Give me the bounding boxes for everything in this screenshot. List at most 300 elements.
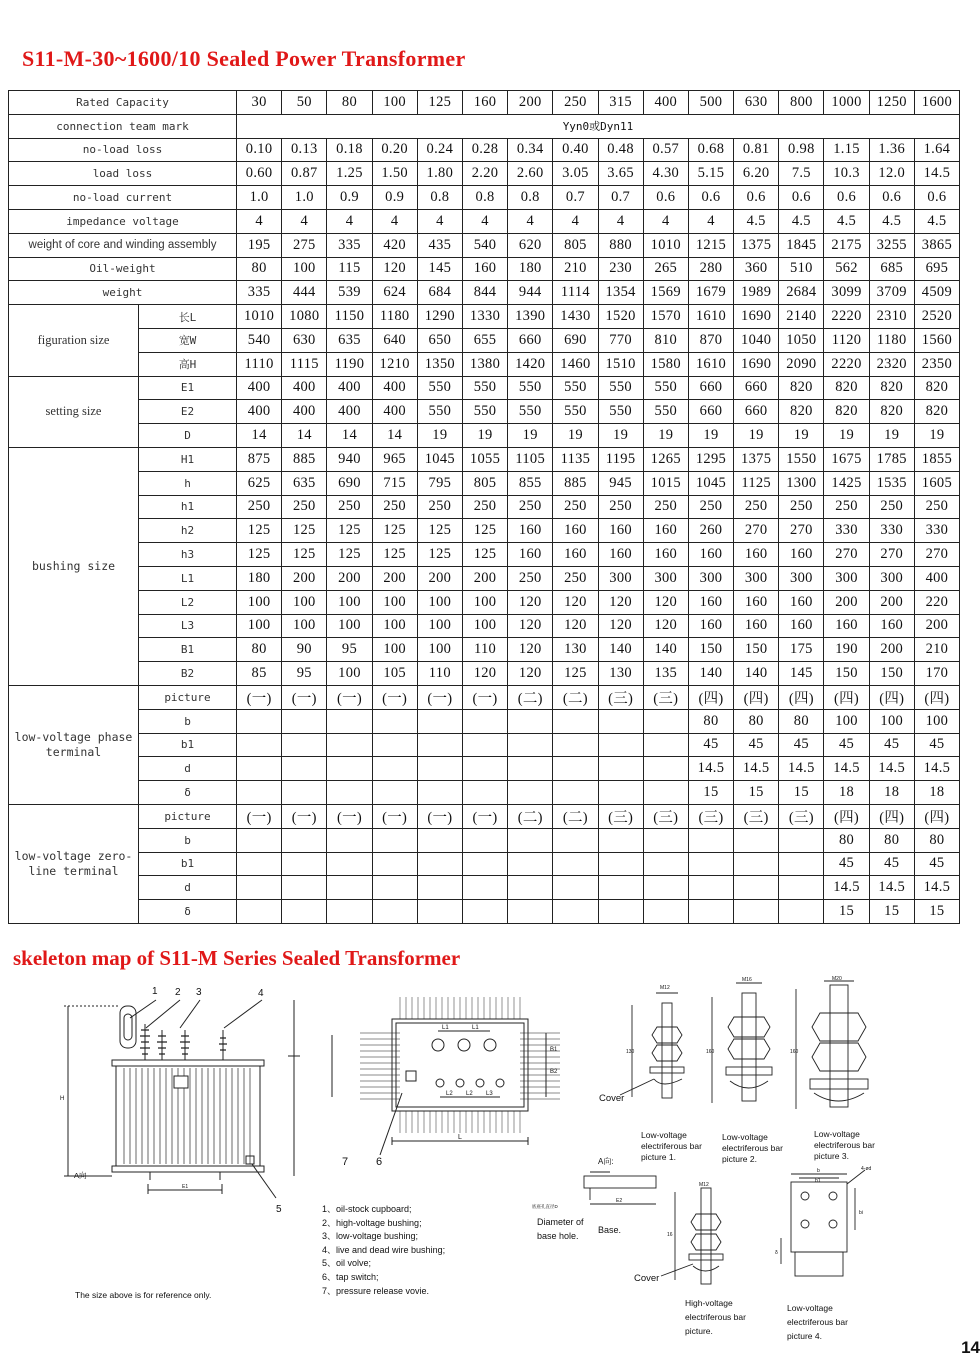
value-cell [237, 852, 282, 876]
row-figuration-2 [9, 352, 960, 376]
value-cell: 1535 [869, 471, 914, 495]
value-cell: (四) [869, 685, 914, 709]
value-cell: 19 [462, 424, 507, 448]
value-cell: 150 [734, 638, 779, 662]
dim-b: b [817, 1168, 820, 1174]
a-view-label-2: A向: [598, 1157, 614, 1166]
value-cell [417, 781, 462, 805]
row-setting-0 [9, 376, 960, 400]
sub-label: b [139, 709, 237, 733]
value-cell: 2.20 [462, 162, 507, 186]
value-cell: 820 [914, 376, 959, 400]
value-cell: 820 [869, 400, 914, 424]
capacity-cell: 100 [372, 91, 417, 115]
value-cell: 250 [914, 495, 959, 519]
value-cell: 820 [869, 376, 914, 400]
value-cell: 1390 [508, 305, 553, 329]
value-cell [282, 781, 327, 805]
value-cell [598, 876, 643, 900]
base-hole-small: 底座孔直径D [532, 1204, 558, 1209]
value-cell [282, 852, 327, 876]
value-cell: 300 [598, 566, 643, 590]
value-cell [372, 900, 417, 924]
capacity-cell: 315 [598, 91, 643, 115]
value-cell: 250 [779, 495, 824, 519]
value-cell: 1180 [372, 305, 417, 329]
dim-b1: b1 [815, 1178, 821, 1184]
front-view-drawing [40, 980, 320, 1215]
value-cell [237, 900, 282, 924]
value-cell: 820 [824, 376, 869, 400]
row-bushing-6 [9, 590, 960, 614]
value-cell: 4.30 [643, 162, 688, 186]
value-cell [643, 709, 688, 733]
value-cell [462, 828, 507, 852]
value-cell [734, 900, 779, 924]
value-cell: 275 [282, 233, 327, 257]
value-cell [462, 733, 507, 757]
value-cell: 550 [417, 400, 462, 424]
value-cell: 1354 [598, 281, 643, 305]
row-oil_weight [9, 257, 960, 281]
value-cell: 400 [914, 566, 959, 590]
value-cell: 160 [734, 543, 779, 567]
value-cell: 770 [598, 328, 643, 352]
sub-label: h3 [139, 543, 237, 567]
value-cell: 0.8 [417, 186, 462, 210]
callout-2: 2 [175, 987, 181, 998]
value-cell: 4 [282, 209, 327, 233]
row-bushing-0 [9, 447, 960, 471]
value-cell: 300 [824, 566, 869, 590]
cover-label-2: Cover [634, 1273, 660, 1284]
value-cell: (一) [417, 685, 462, 709]
callout-4: 4 [258, 988, 264, 999]
value-cell: 120 [508, 614, 553, 638]
value-cell: 4 [643, 209, 688, 233]
value-cell: (四) [914, 685, 959, 709]
value-cell [327, 757, 372, 781]
value-cell: (四) [824, 804, 869, 828]
value-cell: 1430 [553, 305, 598, 329]
value-cell: 80 [237, 638, 282, 662]
value-cell: 1.15 [824, 138, 869, 162]
value-cell: 45 [869, 852, 914, 876]
value-cell [643, 781, 688, 805]
value-cell: 100 [372, 614, 417, 638]
value-cell: 80 [734, 709, 779, 733]
value-cell: 195 [237, 233, 282, 257]
capacity-cell: 400 [643, 91, 688, 115]
value-cell [282, 757, 327, 781]
value-cell: 100 [282, 257, 327, 281]
value-cell [237, 828, 282, 852]
value-cell: 150 [824, 662, 869, 686]
value-cell: 300 [734, 566, 779, 590]
value-cell: 14 [327, 424, 372, 448]
value-cell: 100 [327, 614, 372, 638]
value-cell: 0.28 [462, 138, 507, 162]
value-cell [643, 757, 688, 781]
value-cell [282, 733, 327, 757]
value-cell: 110 [462, 638, 507, 662]
value-cell: 690 [553, 328, 598, 352]
value-cell: 1460 [553, 352, 598, 376]
value-cell [553, 781, 598, 805]
value-cell: 335 [327, 233, 372, 257]
value-cell: 200 [327, 566, 372, 590]
value-cell: 200 [869, 590, 914, 614]
value-cell: 160 [688, 590, 733, 614]
row-bushing-4 [9, 543, 960, 567]
value-cell: 1290 [417, 305, 462, 329]
value-cell: 1.25 [327, 162, 372, 186]
value-cell [734, 852, 779, 876]
value-cell [372, 852, 417, 876]
value-cell: 650 [417, 328, 462, 352]
value-cell: 550 [417, 376, 462, 400]
value-cell: 820 [914, 400, 959, 424]
capacity-cell: 250 [553, 91, 598, 115]
value-cell: 0.6 [779, 186, 824, 210]
row-noload_loss [9, 138, 960, 162]
value-cell: 1550 [779, 447, 824, 471]
dim-bi: bi [859, 1210, 863, 1216]
value-cell: 19 [417, 424, 462, 448]
value-cell: 805 [553, 233, 598, 257]
value-cell [734, 876, 779, 900]
value-cell: 125 [327, 543, 372, 567]
value-cell [417, 876, 462, 900]
value-cell: 1350 [417, 352, 462, 376]
sub-label: h1 [139, 495, 237, 519]
lv-bars-drawing [590, 975, 920, 1125]
value-cell: 4.5 [824, 209, 869, 233]
value-cell: 1010 [237, 305, 282, 329]
value-cell: 14.5 [869, 757, 914, 781]
value-cell: 550 [508, 376, 553, 400]
value-cell: 805 [462, 471, 507, 495]
value-cell [237, 709, 282, 733]
value-cell [553, 852, 598, 876]
value-cell: 660 [734, 400, 779, 424]
value-cell: 14.5 [914, 757, 959, 781]
value-cell: 1560 [914, 328, 959, 352]
dim-L3: L3 [486, 1091, 493, 1097]
value-cell: 45 [914, 852, 959, 876]
value-cell: 90 [282, 638, 327, 662]
value-cell: 620 [508, 233, 553, 257]
value-cell: 160 [553, 519, 598, 543]
callout-7: 7 [342, 1156, 349, 1168]
value-cell: (四) [688, 685, 733, 709]
value-cell: 160 [734, 614, 779, 638]
value-cell: 145 [417, 257, 462, 281]
value-cell: 0.8 [508, 186, 553, 210]
value-cell: 0.20 [372, 138, 417, 162]
group-label: figuration size [9, 305, 139, 376]
value-cell: 95 [327, 638, 372, 662]
value-cell: 2320 [869, 352, 914, 376]
value-cell: 660 [734, 376, 779, 400]
sub-label: D [139, 424, 237, 448]
value-cell: 270 [869, 543, 914, 567]
value-cell [462, 900, 507, 924]
value-cell [688, 876, 733, 900]
value-cell: 250 [643, 495, 688, 519]
value-cell: 170 [914, 662, 959, 686]
value-cell: 115 [327, 257, 372, 281]
value-cell [779, 876, 824, 900]
value-cell: 15 [914, 900, 959, 924]
value-cell: 2220 [824, 305, 869, 329]
dim-B1: B1 [550, 1047, 558, 1053]
value-cell: (三) [643, 685, 688, 709]
value-cell: 0.6 [643, 186, 688, 210]
value-cell: 100 [282, 590, 327, 614]
value-cell: 140 [643, 638, 688, 662]
value-cell: 19 [824, 424, 869, 448]
value-cell: (三) [734, 804, 779, 828]
value-cell [508, 733, 553, 757]
value-cell: 4 [372, 209, 417, 233]
value-cell [417, 852, 462, 876]
value-cell [598, 781, 643, 805]
value-cell: 140 [598, 638, 643, 662]
value-cell: 160 [643, 543, 688, 567]
value-cell: 4 [237, 209, 282, 233]
value-cell: 1605 [914, 471, 959, 495]
value-cell: 160 [734, 590, 779, 614]
capacity-cell: 1250 [869, 91, 914, 115]
value-cell: 0.6 [914, 186, 959, 210]
value-cell: 330 [824, 519, 869, 543]
lv-bar-caption-2: Low-voltage electriferous bar picture 2. [722, 1132, 783, 1164]
value-cell: 190 [824, 638, 869, 662]
value-cell [553, 709, 598, 733]
lv-bar-4-drawing [755, 1160, 885, 1290]
value-cell: 1215 [688, 233, 733, 257]
row-lv_phase-4 [9, 781, 960, 805]
row-weight_core [9, 233, 960, 257]
sub-label: L3 [139, 614, 237, 638]
value-cell: 250 [553, 495, 598, 519]
row-label: connection team mark [9, 114, 237, 138]
value-cell [372, 757, 417, 781]
value-cell: 175 [779, 638, 824, 662]
value-cell: 1375 [734, 447, 779, 471]
value-cell [372, 828, 417, 852]
value-cell: 135 [643, 662, 688, 686]
dim-M20: M20 [832, 976, 842, 982]
value-cell: 1569 [643, 281, 688, 305]
specification-table [8, 90, 960, 924]
value-cell: 335 [237, 281, 282, 305]
value-cell: 820 [824, 400, 869, 424]
value-cell: 1.0 [282, 186, 327, 210]
sub-label: δ [139, 900, 237, 924]
value-cell: 120 [553, 590, 598, 614]
legend-item: 3、low-voltage bushing; [322, 1231, 419, 1242]
value-cell: 4 [327, 209, 372, 233]
value-cell: 19 [643, 424, 688, 448]
value-cell: 0.6 [688, 186, 733, 210]
value-cell: 540 [462, 233, 507, 257]
value-cell: 200 [869, 638, 914, 662]
value-cell: (一) [237, 804, 282, 828]
value-cell: 630 [282, 328, 327, 352]
value-cell: (一) [237, 685, 282, 709]
value-cell: 5.15 [688, 162, 733, 186]
value-cell [417, 757, 462, 781]
value-cell: 250 [462, 495, 507, 519]
value-cell: (一) [462, 804, 507, 828]
value-cell [462, 781, 507, 805]
value-cell: (一) [282, 685, 327, 709]
value-cell: 14.5 [688, 757, 733, 781]
value-cell: 85 [237, 662, 282, 686]
value-cell: 15 [824, 900, 869, 924]
value-cell: 260 [688, 519, 733, 543]
value-cell: 1150 [327, 305, 372, 329]
value-cell [417, 900, 462, 924]
value-cell: 1265 [643, 447, 688, 471]
value-cell: 15 [869, 900, 914, 924]
diameter-label: Diameter of base hole. [537, 1217, 584, 1241]
value-cell: 160 [869, 614, 914, 638]
value-cell: 1045 [417, 447, 462, 471]
value-cell: 1785 [869, 447, 914, 471]
value-cell: 80 [869, 828, 914, 852]
lv-bar-caption-1: Low-voltage electriferous bar picture 1. [641, 1130, 702, 1162]
value-cell [237, 781, 282, 805]
value-cell: 120 [553, 614, 598, 638]
value-cell: 250 [508, 566, 553, 590]
value-cell: 944 [508, 281, 553, 305]
sub-label: h2 [139, 519, 237, 543]
sub-label: L1 [139, 566, 237, 590]
value-cell: 635 [282, 471, 327, 495]
sub-label: E2 [139, 400, 237, 424]
value-cell: 100 [417, 638, 462, 662]
value-cell: 550 [643, 400, 688, 424]
value-cell: 4 [598, 209, 643, 233]
capacity-cell: 30 [237, 91, 282, 115]
value-cell: 0.10 [237, 138, 282, 162]
value-cell: 100 [327, 590, 372, 614]
value-cell: 885 [282, 447, 327, 471]
value-cell: 4 [688, 209, 733, 233]
row-label: Rated Capacity [9, 91, 237, 115]
value-cell [282, 876, 327, 900]
value-cell: 0.18 [327, 138, 372, 162]
value-cell: 940 [327, 447, 372, 471]
value-cell [417, 733, 462, 757]
value-cell: 100 [282, 614, 327, 638]
value-cell: 160 [508, 543, 553, 567]
row-lv_zero-2 [9, 852, 960, 876]
value-cell: 0.6 [734, 186, 779, 210]
value-cell: 684 [417, 281, 462, 305]
value-cell [643, 733, 688, 757]
value-cell: 100 [462, 614, 507, 638]
value-cell: 635 [327, 328, 372, 352]
value-cell: 120 [508, 590, 553, 614]
value-cell: 1380 [462, 352, 507, 376]
dim-4d: 4-ød [861, 1166, 872, 1172]
row-lv_zero-4 [9, 900, 960, 924]
value-cell: 0.60 [237, 162, 282, 186]
row-lv_zero-0 [9, 804, 960, 828]
value-cell: 4509 [914, 281, 959, 305]
value-cell: 1190 [327, 352, 372, 376]
row-label: weight of core and winding assembly [9, 233, 237, 257]
capacity-cell: 125 [417, 91, 462, 115]
value-cell: 420 [372, 233, 417, 257]
row-bushing-2 [9, 495, 960, 519]
hv-bar-drawing [655, 1180, 755, 1290]
value-cell: 100 [417, 590, 462, 614]
value-cell: 150 [869, 662, 914, 686]
sub-label: b1 [139, 852, 237, 876]
value-cell: 45 [779, 733, 824, 757]
value-cell: 4.5 [869, 209, 914, 233]
group-label: low-voltage zero-line terminal [9, 804, 139, 923]
value-cell: 19 [508, 424, 553, 448]
value-cell: 1010 [643, 233, 688, 257]
value-cell: 1570 [643, 305, 688, 329]
reference-note: The size above is for reference only. [75, 1290, 212, 1300]
value-cell: 1115 [282, 352, 327, 376]
value-cell: 3099 [824, 281, 869, 305]
row-lv_zero-3 [9, 876, 960, 900]
value-cell: 250 [237, 495, 282, 519]
value-cell [417, 828, 462, 852]
value-cell: 120 [598, 614, 643, 638]
sub-label: E1 [139, 376, 237, 400]
value-cell: 1989 [734, 281, 779, 305]
value-cell: 885 [553, 471, 598, 495]
value-cell: 550 [508, 400, 553, 424]
value-cell: 45 [734, 733, 779, 757]
dim-130: 130 [626, 1049, 635, 1055]
row-label: weight [9, 281, 237, 305]
value-cell: 200 [417, 566, 462, 590]
value-cell: 550 [598, 376, 643, 400]
value-cell: 100 [417, 614, 462, 638]
value-cell: 4 [462, 209, 507, 233]
value-cell: 19 [688, 424, 733, 448]
value-cell: 1.36 [869, 138, 914, 162]
value-cell: 270 [914, 543, 959, 567]
row-lv_phase-2 [9, 733, 960, 757]
value-cell: 100 [372, 590, 417, 614]
section-title: skeleton map of S11-M Series Sealed Transformer [13, 946, 461, 970]
value-cell: 0.6 [869, 186, 914, 210]
value-cell [779, 828, 824, 852]
value-cell: 685 [869, 257, 914, 281]
sub-label: δ [139, 781, 237, 805]
value-cell [508, 781, 553, 805]
value-cell: 300 [779, 566, 824, 590]
value-cell: 550 [462, 376, 507, 400]
value-cell: 400 [372, 400, 417, 424]
row-bushing-9 [9, 662, 960, 686]
value-cell [462, 709, 507, 733]
value-cell: (一) [417, 804, 462, 828]
row-lv_phase-3 [9, 757, 960, 781]
value-cell: 95 [282, 662, 327, 686]
